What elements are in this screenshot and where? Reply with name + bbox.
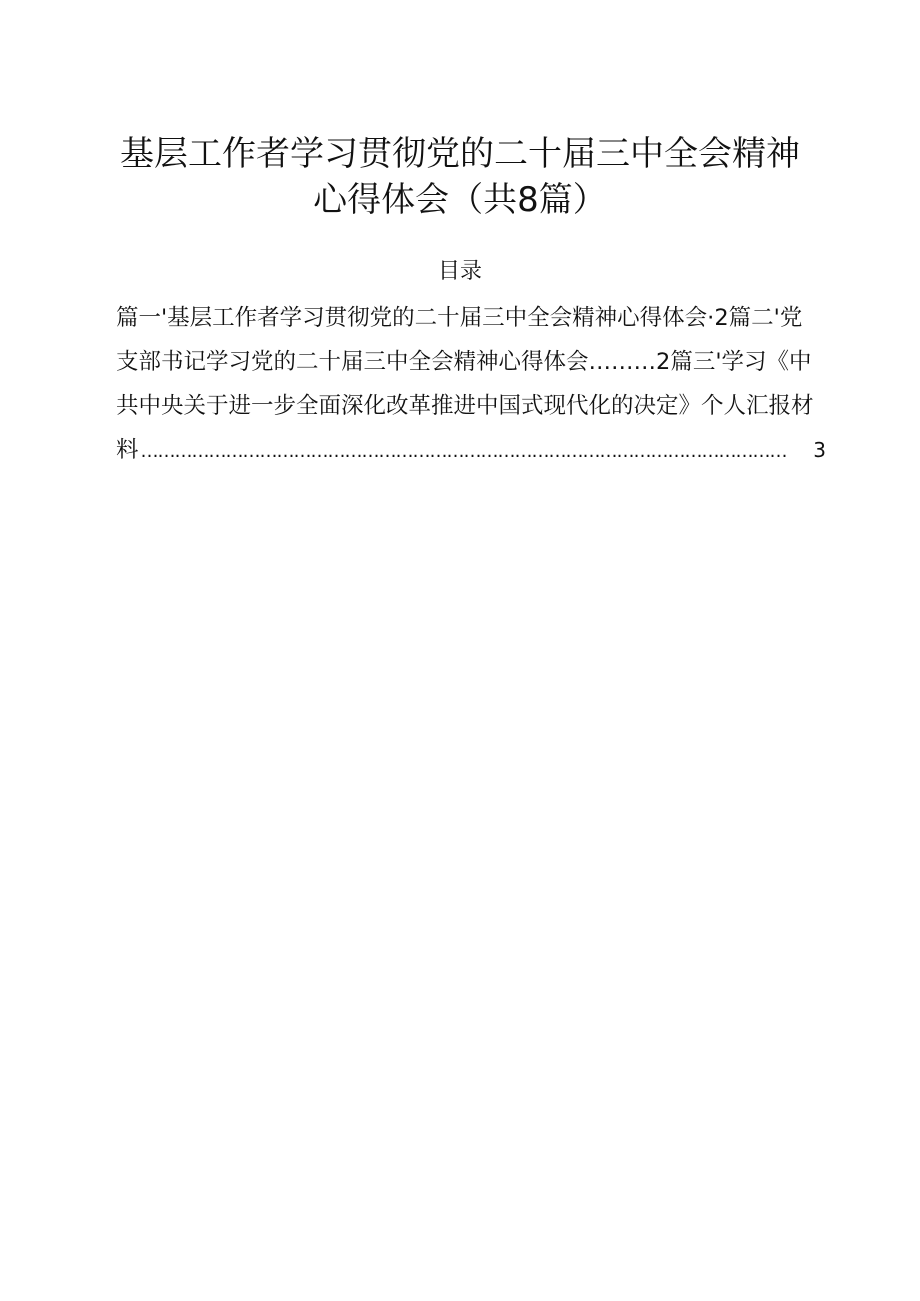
toc-page-number: 3: [813, 438, 826, 462]
toc-heading: 目录: [437, 259, 482, 284]
toc-line-3[interactable]: 共中央关于进一步全面深化改革推进中国式现代化的决定》个人汇报材: [116, 393, 814, 419]
toc-dot-leader: ……………………………………………………………………………………………………: [140, 441, 787, 462]
toc-line-4-text: 料: [116, 437, 139, 463]
document-title-line-2: 心得体会（共8篇）: [313, 180, 607, 220]
table-of-contents: [116, 296, 826, 472]
toc-line-2[interactable]: 支部书记学习党的二十届三中全会精神心得体会………2篇三'学习《中: [116, 349, 812, 375]
toc-line-1[interactable]: 篇一'基层工作者学习贯彻党的二十届三中全会精神心得体会·2篇二'党: [116, 305, 803, 331]
toc-line-4[interactable]: [116, 428, 826, 472]
document-title-line-1: 基层工作者学习贯彻党的二十届三中全会精神: [120, 134, 800, 174]
